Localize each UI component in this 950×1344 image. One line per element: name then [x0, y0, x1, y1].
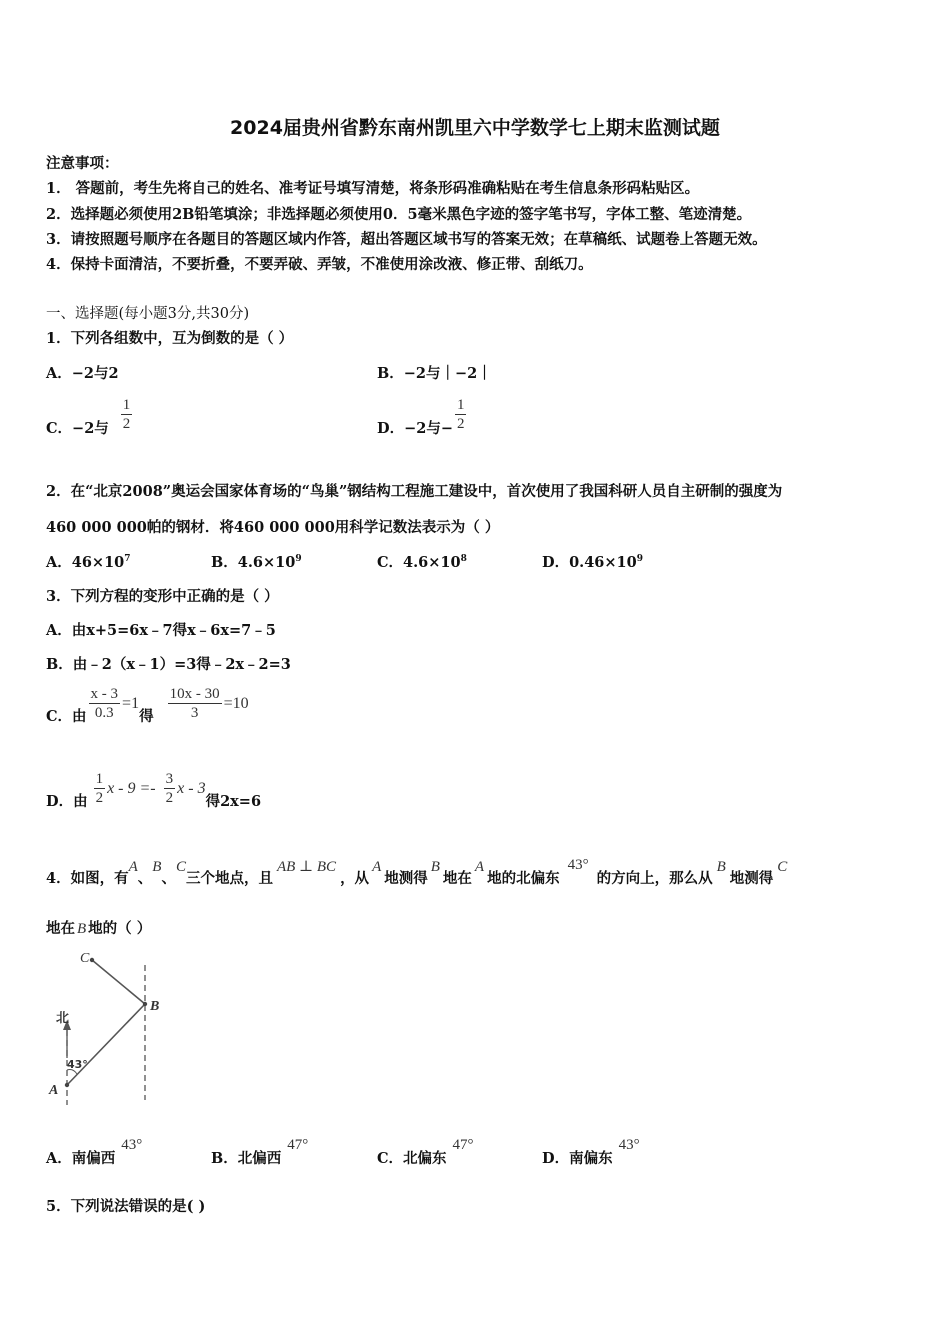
q4-text: 、 — [161, 870, 176, 887]
q2-option-a-exponent: 7 — [124, 554, 131, 565]
page-title: 2024届贵州省黔东南州凯里六中学数学七上期末监测试题 — [230, 117, 720, 139]
q3-option-b: B．由﹣2（x﹣1）=3得﹣2x﹣2=3 — [46, 656, 291, 673]
notice-item: 4．保持卡面清洁，不要折叠，不要弄破、弄皱，不准使用涂改液、修正带、刮纸刀。 — [46, 256, 593, 273]
q1-option-c — [46, 396, 134, 437]
figure-label-north: 北 — [56, 1011, 70, 1026]
q4-option-d-angle: 43° — [618, 1137, 640, 1153]
fraction — [168, 685, 222, 722]
figure-label-angle: 43° — [67, 1058, 88, 1071]
q4-option-b-label: B．北偏西 — [211, 1150, 282, 1167]
notice-item: 1． 答题前，考生先将自己的姓名、准考证号填写清楚，将条形码准确粘贴在考生信息条形码粘贴区。 — [46, 180, 700, 197]
fraction — [164, 770, 176, 807]
fraction-denominator: 2 — [95, 790, 104, 806]
q2-option-d — [542, 551, 643, 572]
q4-text: 地在 — [46, 920, 75, 937]
q4-point-b: B — [430, 859, 440, 875]
q1-option-a: A．−2与2 — [46, 365, 119, 382]
q4-text: 地在 — [442, 870, 472, 887]
fraction — [94, 770, 106, 807]
section-heading: 一、选择题(每小题3分,共30分) — [46, 306, 250, 322]
q4-text: 地测得 — [729, 870, 774, 887]
fraction — [455, 396, 467, 433]
q4-text: 的方向上，那么从 — [596, 870, 713, 887]
fraction-denominator: 3 — [190, 705, 199, 721]
fraction-denominator: 2 — [122, 416, 131, 432]
point-c-dot — [90, 958, 94, 962]
q4-option-c-angle: 47° — [452, 1137, 474, 1153]
notice-item: 2．选择题必须使用2B铅笔填涂；非选择题必须使用0．5毫米黑色字迹的签字笔书写，字体工整、笔迹清楚。 — [46, 206, 752, 223]
q4-text: 4．如图，有 — [46, 870, 129, 887]
q4-point-a: A — [372, 859, 382, 875]
q4-point-a: A — [128, 859, 138, 875]
q4-point-c: C — [777, 859, 788, 875]
fraction-denominator: 2 — [456, 416, 465, 432]
question-4-stem-line2 — [46, 917, 151, 938]
question-3-stem: 3．下列方程的变形中正确的是（ ） — [46, 588, 279, 605]
q4-point-b: B — [77, 921, 87, 937]
q3-option-d — [46, 770, 262, 810]
q2-option-a-base: A．46×10 — [46, 554, 125, 571]
fraction — [121, 396, 133, 433]
q2-option-b-base: B．4.6×10 — [211, 554, 296, 571]
q4-perpendicular: AB ⊥ BC — [276, 859, 337, 875]
q4-option-a — [46, 1137, 143, 1168]
fraction-numerator: 1 — [95, 771, 104, 787]
q4-option-a-angle: 43° — [121, 1137, 143, 1153]
fraction — [89, 685, 121, 722]
q4-text: ，从 — [340, 870, 370, 887]
q2-option-d-exponent: 9 — [636, 554, 643, 565]
q1-option-b: B．−2与｜−2｜ — [377, 365, 492, 382]
q4-option-a-label: A．南偏西 — [46, 1150, 116, 1167]
q4-option-b — [211, 1137, 309, 1168]
figure-label-a: A — [49, 1083, 59, 1098]
q3-option-c-de: 得 — [139, 708, 154, 725]
fraction-numerator: 1 — [456, 397, 465, 413]
q4-point-b: B — [716, 859, 726, 875]
q2-option-b — [211, 551, 302, 572]
figure-label-c: C — [80, 951, 90, 966]
equation-text: x - 3 — [177, 779, 206, 797]
q1-option-d — [377, 396, 468, 437]
figure-label-b: B — [150, 999, 160, 1014]
q3-option-d-label: D．由 — [46, 793, 88, 810]
q4-text: 、 — [137, 870, 153, 887]
q3-option-c-label: C．由 — [46, 708, 87, 725]
q2-option-d-base: D．0.46×10 — [542, 554, 637, 571]
notice-heading: 注意事项： — [46, 155, 119, 172]
point-b-dot — [143, 1002, 147, 1006]
q4-option-d — [542, 1137, 640, 1168]
fraction-numerator: 1 — [122, 397, 131, 413]
question-2-stem-line2: 460 000 000帕的钢材．将460 000 000用科学记数法表示为（ ） — [46, 519, 500, 536]
q2-option-c-exponent: 8 — [460, 554, 467, 565]
point-a-dot — [65, 1083, 69, 1087]
q4-text: 三个地点，且 — [185, 870, 273, 887]
q4-option-b-angle: 47° — [287, 1137, 309, 1153]
fraction-numerator: 10x - 30 — [169, 686, 220, 702]
q2-option-c-base: C．4.6×10 — [377, 554, 461, 571]
q4-angle: 43° — [567, 857, 589, 873]
q2-option-c — [377, 551, 467, 572]
segment-ab — [67, 1004, 145, 1085]
fraction-numerator: 3 — [165, 771, 174, 787]
equation-text: =1 — [122, 694, 140, 712]
equation-text: =10 — [223, 694, 249, 712]
question-4-stem-line1 — [46, 857, 788, 888]
q2-option-a — [46, 551, 131, 572]
q4-point-b: B — [152, 859, 162, 875]
fraction-denominator: 0.3 — [94, 705, 114, 721]
q4-text: 地的（ ） — [88, 920, 152, 937]
q4-option-d-label: D．南偏东 — [542, 1150, 613, 1167]
q4-point-a: A — [474, 859, 485, 875]
question-2-stem-line1: 2．在“北京2008”奥运会国家体育场的“鸟巢”钢结构工程施工建设中，首次使用了我国科研人员自主研制的强度为 — [46, 483, 783, 500]
segment-bc — [92, 960, 145, 1004]
q4-text: 地测得 — [384, 870, 428, 887]
q1-option-c-label: C．−2与 — [46, 420, 109, 437]
q1-option-d-label: D．−2与− — [377, 420, 453, 437]
question-5-stem: 5．下列说法错误的是( ) — [46, 1198, 206, 1215]
q2-option-b-exponent: 9 — [295, 554, 302, 565]
question-1-stem: 1．下列各组数中，互为倒数的是（ ） — [46, 330, 294, 347]
q3-option-c — [46, 685, 249, 725]
direction-figure — [40, 940, 180, 1110]
q4-text: 地的北偏东 — [487, 870, 560, 887]
q3-option-a: A．由x+5=6x﹣7得x﹣6x=7﹣5 — [46, 622, 276, 639]
notice-item: 3．请按照题号顺序在各题目的答题区域内作答，超出答题区域书写的答案无效；在草稿纸、试题卷上答题无效。 — [46, 231, 767, 248]
q3-option-d-result: 得2x=6 — [205, 793, 262, 810]
fraction-denominator: 2 — [165, 790, 174, 806]
equation-text: x - 9 =- — [107, 779, 156, 797]
q4-option-c-label: C．北偏东 — [377, 1150, 447, 1167]
q4-point-c: C — [175, 859, 186, 875]
fraction-numerator: x - 3 — [90, 686, 119, 702]
q4-option-c — [377, 1137, 474, 1168]
